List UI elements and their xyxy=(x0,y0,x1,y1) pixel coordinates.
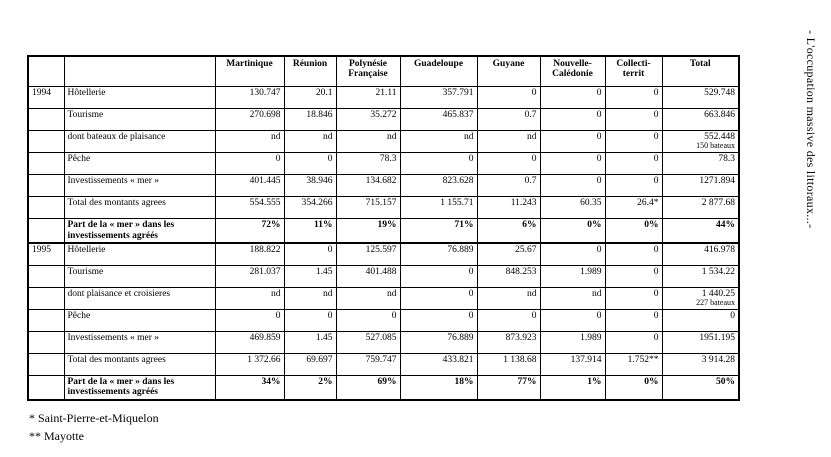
cell-value: 130.747 xyxy=(249,88,281,98)
column-header xyxy=(28,56,64,87)
cell-value: 1.45 xyxy=(315,266,333,277)
value-cell xyxy=(662,153,739,175)
cell-value: 1 372.66 xyxy=(247,354,281,365)
value-cell xyxy=(477,131,540,153)
value-cell xyxy=(540,287,605,309)
value-cell xyxy=(662,265,739,287)
cell-value: 0 xyxy=(596,88,602,98)
cell-value: 0 xyxy=(653,288,659,299)
value-cell xyxy=(400,353,477,375)
cell-value: 0 xyxy=(653,310,659,321)
value-cell xyxy=(477,375,540,399)
cell-value: 0.7 xyxy=(524,110,537,120)
year-cell xyxy=(28,197,64,219)
value-cell xyxy=(605,175,662,197)
value-cell xyxy=(540,353,605,375)
cell-value: 0 xyxy=(596,310,602,321)
table-header-row xyxy=(28,56,739,87)
value-cell xyxy=(605,243,662,265)
row-label: dont bateaux de plaisance xyxy=(64,131,215,153)
cell-value: 6% xyxy=(522,220,537,231)
cell-value: 1% xyxy=(587,376,602,387)
value-cell xyxy=(336,175,400,197)
cell-value: 20.1 xyxy=(315,88,333,98)
year-cell xyxy=(28,353,64,375)
column-header: Polynésie Française xyxy=(336,56,400,87)
cell-value: 78.3 xyxy=(379,154,397,165)
cell-value: 71% xyxy=(454,220,474,231)
row-label: Investissements « mer » xyxy=(64,331,215,353)
value-cell xyxy=(477,287,540,309)
value-cell xyxy=(215,331,284,353)
cell-value: 77% xyxy=(517,376,537,387)
value-cell xyxy=(284,375,336,399)
cell-value: 1 138.68 xyxy=(503,354,537,365)
cell-value: 76.889 xyxy=(447,332,474,343)
cell-value: nd xyxy=(271,288,281,299)
cell-value: nd xyxy=(323,132,333,142)
value-cell xyxy=(400,265,477,287)
value-cell xyxy=(336,353,400,375)
value-cell xyxy=(284,153,336,175)
value-cell xyxy=(662,309,739,331)
value-cell xyxy=(336,131,400,153)
cell-value: 554.555 xyxy=(249,198,281,209)
year-cell xyxy=(28,153,64,175)
value-cell xyxy=(284,219,336,243)
value-cell xyxy=(662,197,739,219)
value-cell xyxy=(215,309,284,331)
cell-value: nd xyxy=(387,132,397,142)
value-cell xyxy=(284,243,336,265)
cell-value: 50% xyxy=(716,376,735,387)
cell-value: 0 xyxy=(531,88,537,98)
table-row xyxy=(28,353,739,375)
value-cell xyxy=(215,87,284,109)
value-cell xyxy=(400,197,477,219)
cell-value: 35.272 xyxy=(370,110,397,120)
value-cell xyxy=(477,87,540,109)
value-cell xyxy=(336,265,400,287)
share-row xyxy=(28,375,739,399)
cell-value: nd xyxy=(592,288,602,299)
value-cell xyxy=(477,309,540,331)
row-label: Investissements « mer » xyxy=(64,175,215,197)
value-cell xyxy=(477,353,540,375)
column-header: Total xyxy=(662,56,739,87)
cell-value: 21.11 xyxy=(375,88,397,98)
cell-value: 1.45 xyxy=(315,332,333,343)
footnotes xyxy=(29,409,159,445)
cell-value: 0 xyxy=(653,88,659,98)
cell-value: 137.914 xyxy=(570,354,602,365)
table-row xyxy=(28,331,739,353)
cell-value: 1 440.25 xyxy=(701,288,735,299)
value-cell xyxy=(662,353,739,375)
cell-value: 1 155.71 xyxy=(440,198,474,209)
year-cell xyxy=(28,309,64,331)
value-cell xyxy=(336,375,400,399)
value-cell xyxy=(540,219,605,243)
cell-value: 0 xyxy=(327,310,333,321)
side-caption xyxy=(794,30,818,330)
table-row xyxy=(28,175,739,197)
value-cell xyxy=(336,153,400,175)
row-label: Hôtellerie xyxy=(64,243,215,265)
cell-value: 1.752** xyxy=(627,354,659,365)
year-cell: 1995 xyxy=(28,243,64,265)
cell-value: 465.837 xyxy=(442,110,474,120)
value-cell xyxy=(540,109,605,131)
cell-value: 469.859 xyxy=(249,332,281,343)
share-row xyxy=(28,219,739,243)
value-cell xyxy=(336,287,400,309)
value-cell xyxy=(662,243,739,265)
cell-value: 125.597 xyxy=(365,245,397,256)
year-cell xyxy=(28,109,64,131)
value-cell xyxy=(662,87,739,109)
cell-value: 281.037 xyxy=(249,266,281,277)
value-cell xyxy=(336,197,400,219)
row-label: Total des montants agrees xyxy=(64,353,215,375)
cell-value: 0 xyxy=(730,310,735,321)
value-cell xyxy=(215,375,284,399)
column-header: Guadeloupe xyxy=(400,56,477,87)
value-cell xyxy=(605,87,662,109)
column-header: Martinique xyxy=(215,56,284,87)
row-label: Tourisme xyxy=(64,109,215,131)
row-label: dont plaisance et croisieres xyxy=(64,287,215,309)
value-cell xyxy=(540,265,605,287)
value-cell xyxy=(477,153,540,175)
value-cell xyxy=(605,309,662,331)
value-cell xyxy=(662,131,739,153)
value-cell xyxy=(400,131,477,153)
cell-value: 1 534.22 xyxy=(701,266,735,277)
cell-value: 433.821 xyxy=(442,354,474,365)
cell-value: 1.989 xyxy=(580,266,602,277)
cell-value: 0 xyxy=(275,310,281,321)
cell-value: 2 877.68 xyxy=(701,198,735,209)
row-label: Tourisme xyxy=(64,265,215,287)
cell-value: 18.846 xyxy=(306,110,333,120)
value-cell xyxy=(215,287,284,309)
value-cell xyxy=(605,287,662,309)
table-row xyxy=(28,265,739,287)
cell-value: 0 xyxy=(275,154,281,165)
column-header: Réunion xyxy=(284,56,336,87)
column-header: Collecti-territ xyxy=(605,56,662,87)
value-cell xyxy=(400,175,477,197)
cell-subvalue: 150 bateaux xyxy=(696,141,735,151)
cell-value: 0 xyxy=(531,310,537,321)
value-cell xyxy=(477,243,540,265)
value-cell xyxy=(605,219,662,243)
cell-value: 1271.894 xyxy=(699,176,735,187)
value-cell xyxy=(400,375,477,399)
cell-value: 552.448 xyxy=(704,132,735,142)
value-cell xyxy=(400,309,477,331)
cell-value: 357.791 xyxy=(442,88,474,98)
row-label: Pêche xyxy=(64,153,215,175)
value-cell xyxy=(400,243,477,265)
cell-value: 401.488 xyxy=(365,266,397,277)
cell-value: 0 xyxy=(468,310,474,321)
cell-value: 19% xyxy=(377,220,397,231)
value-cell xyxy=(605,265,662,287)
value-cell xyxy=(540,309,605,331)
table-row xyxy=(28,309,739,331)
footnote-2: ** Mayotte xyxy=(29,429,84,443)
value-cell xyxy=(284,197,336,219)
value-cell xyxy=(540,131,605,153)
cell-value: 0.7 xyxy=(524,176,537,187)
cell-value: 529.748 xyxy=(704,88,735,98)
cell-value: 26.4* xyxy=(637,198,659,209)
value-cell xyxy=(215,175,284,197)
cell-value: 0 xyxy=(391,310,397,321)
value-cell xyxy=(400,109,477,131)
cell-value: nd xyxy=(527,288,537,299)
cell-value: 0 xyxy=(653,266,659,277)
cell-value: 11.243 xyxy=(510,198,537,209)
cell-value: 0 xyxy=(653,154,659,165)
value-cell xyxy=(605,131,662,153)
value-cell xyxy=(605,331,662,353)
cell-value: 354.266 xyxy=(301,198,333,209)
value-cell xyxy=(284,87,336,109)
cell-value: 0 xyxy=(596,132,602,142)
table-row xyxy=(28,153,739,175)
cell-value: 44% xyxy=(716,220,735,231)
value-cell xyxy=(605,153,662,175)
cell-value: 1951.195 xyxy=(699,332,735,343)
value-cell xyxy=(284,131,336,153)
cell-value: nd xyxy=(464,132,474,142)
cell-value: 0 xyxy=(653,176,659,187)
value-cell xyxy=(477,109,540,131)
cell-value: 38.946 xyxy=(306,176,333,187)
cell-value: 0 xyxy=(468,288,474,299)
cell-value: 823.628 xyxy=(442,176,474,187)
cell-value: 759.747 xyxy=(365,354,397,365)
cell-value: 0 xyxy=(596,176,602,187)
value-cell xyxy=(284,353,336,375)
footnote-1: * Saint-Pierre-et-Miquelon xyxy=(29,411,159,425)
year-cell xyxy=(28,287,64,309)
cell-value: 0 xyxy=(468,154,474,165)
year-cell xyxy=(28,331,64,353)
value-cell xyxy=(284,265,336,287)
column-header xyxy=(64,56,215,87)
cell-value: 0 xyxy=(653,110,659,120)
value-cell xyxy=(336,219,400,243)
cell-value: 848.253 xyxy=(505,266,537,277)
cell-value: 0 xyxy=(468,266,474,277)
value-cell xyxy=(605,197,662,219)
value-cell xyxy=(477,219,540,243)
value-cell xyxy=(336,309,400,331)
value-cell xyxy=(336,87,400,109)
table-body xyxy=(28,87,739,400)
value-cell xyxy=(662,375,739,399)
cell-value: 0 xyxy=(327,154,333,165)
value-cell xyxy=(215,265,284,287)
value-cell xyxy=(284,309,336,331)
value-cell xyxy=(284,109,336,131)
table-row xyxy=(28,131,739,153)
table-row xyxy=(28,87,739,109)
value-cell xyxy=(284,331,336,353)
cell-value: 527.085 xyxy=(365,332,397,343)
value-cell xyxy=(215,153,284,175)
value-cell xyxy=(540,375,605,399)
cell-value: 401.445 xyxy=(249,176,281,187)
value-cell xyxy=(215,243,284,265)
row-label: Total des montants agrees xyxy=(64,197,215,219)
value-cell xyxy=(540,153,605,175)
year-cell xyxy=(28,131,64,153)
year-cell: 1994 xyxy=(28,87,64,109)
cell-value: 18% xyxy=(454,376,474,387)
cell-value: 25.67 xyxy=(515,245,537,256)
cell-value: 69.697 xyxy=(306,354,333,365)
value-cell xyxy=(215,353,284,375)
cell-value: 78.3 xyxy=(718,154,735,165)
cell-value: nd xyxy=(527,132,537,142)
table-row xyxy=(28,243,739,265)
cell-value: 0 xyxy=(653,332,659,343)
side-caption-text: - L'occupation massive des littoraux...- xyxy=(804,30,818,229)
value-cell xyxy=(336,109,400,131)
value-cell xyxy=(662,287,739,309)
value-cell xyxy=(400,219,477,243)
year-cell xyxy=(28,219,64,243)
cell-value: 2% xyxy=(318,376,333,387)
value-cell xyxy=(662,331,739,353)
cell-value: 0 xyxy=(653,245,659,256)
year-cell xyxy=(28,175,64,197)
cell-value: 0 xyxy=(327,245,333,256)
year-cell xyxy=(28,375,64,399)
cell-value: 715.157 xyxy=(365,198,397,209)
cell-value: 270.698 xyxy=(249,110,281,120)
value-cell xyxy=(215,131,284,153)
value-cell xyxy=(540,243,605,265)
value-cell xyxy=(215,109,284,131)
cell-value: nd xyxy=(271,132,281,142)
cell-subvalue: 227 bateaux xyxy=(696,298,735,308)
cell-value: 76.889 xyxy=(447,245,474,256)
value-cell xyxy=(605,353,662,375)
cell-value: nd xyxy=(323,288,333,299)
value-cell xyxy=(400,331,477,353)
cell-value: 34% xyxy=(261,376,281,387)
value-cell xyxy=(605,375,662,399)
value-cell xyxy=(215,197,284,219)
value-cell xyxy=(540,197,605,219)
cell-value: 188.822 xyxy=(249,245,281,256)
cell-value: 0 xyxy=(596,245,602,256)
cell-value: 3 914.28 xyxy=(701,354,735,365)
cell-value: 663.846 xyxy=(704,110,735,120)
value-cell xyxy=(662,109,739,131)
column-header: Guyane xyxy=(477,56,540,87)
cell-value: nd xyxy=(387,288,397,299)
value-cell xyxy=(477,175,540,197)
value-cell xyxy=(662,219,739,243)
cell-value: 72% xyxy=(261,220,281,231)
value-cell xyxy=(477,265,540,287)
value-cell xyxy=(477,197,540,219)
value-cell xyxy=(605,109,662,131)
value-cell xyxy=(336,331,400,353)
cell-value: 60.35 xyxy=(580,198,602,209)
cell-value: 69% xyxy=(377,376,397,387)
value-cell xyxy=(336,243,400,265)
value-cell xyxy=(215,219,284,243)
value-cell xyxy=(284,287,336,309)
value-cell xyxy=(284,175,336,197)
cell-value: 0 xyxy=(653,132,659,142)
cell-value: 134.682 xyxy=(365,176,397,187)
row-label: Part de la « mer » dans les investissements agréés xyxy=(64,375,215,399)
row-label: Hôtellerie xyxy=(64,87,215,109)
cell-value: 0 xyxy=(596,154,602,165)
value-cell xyxy=(540,87,605,109)
column-header: Nouvelle-Calédonie xyxy=(540,56,605,87)
cell-value: 873.923 xyxy=(505,332,537,343)
row-label: Part de la « mer » dans les investissements agréés xyxy=(64,219,215,243)
value-cell xyxy=(540,175,605,197)
table-row xyxy=(28,197,739,219)
value-cell xyxy=(400,287,477,309)
cell-value: 0% xyxy=(644,376,659,387)
cell-value: 1.989 xyxy=(580,332,602,343)
cell-value: 0 xyxy=(531,154,537,165)
table-row xyxy=(28,109,739,131)
value-cell xyxy=(477,331,540,353)
table-row xyxy=(28,287,739,309)
year-cell xyxy=(28,265,64,287)
investment-table xyxy=(27,55,740,401)
value-cell xyxy=(400,153,477,175)
cell-value: 0 xyxy=(596,110,602,120)
cell-value: 11% xyxy=(314,220,333,231)
cell-value: 0% xyxy=(644,220,659,231)
row-label: Pêche xyxy=(64,309,215,331)
value-cell xyxy=(662,175,739,197)
value-cell xyxy=(540,331,605,353)
cell-value: 0% xyxy=(587,220,602,231)
cell-value: 416.978 xyxy=(704,245,735,256)
value-cell xyxy=(400,87,477,109)
